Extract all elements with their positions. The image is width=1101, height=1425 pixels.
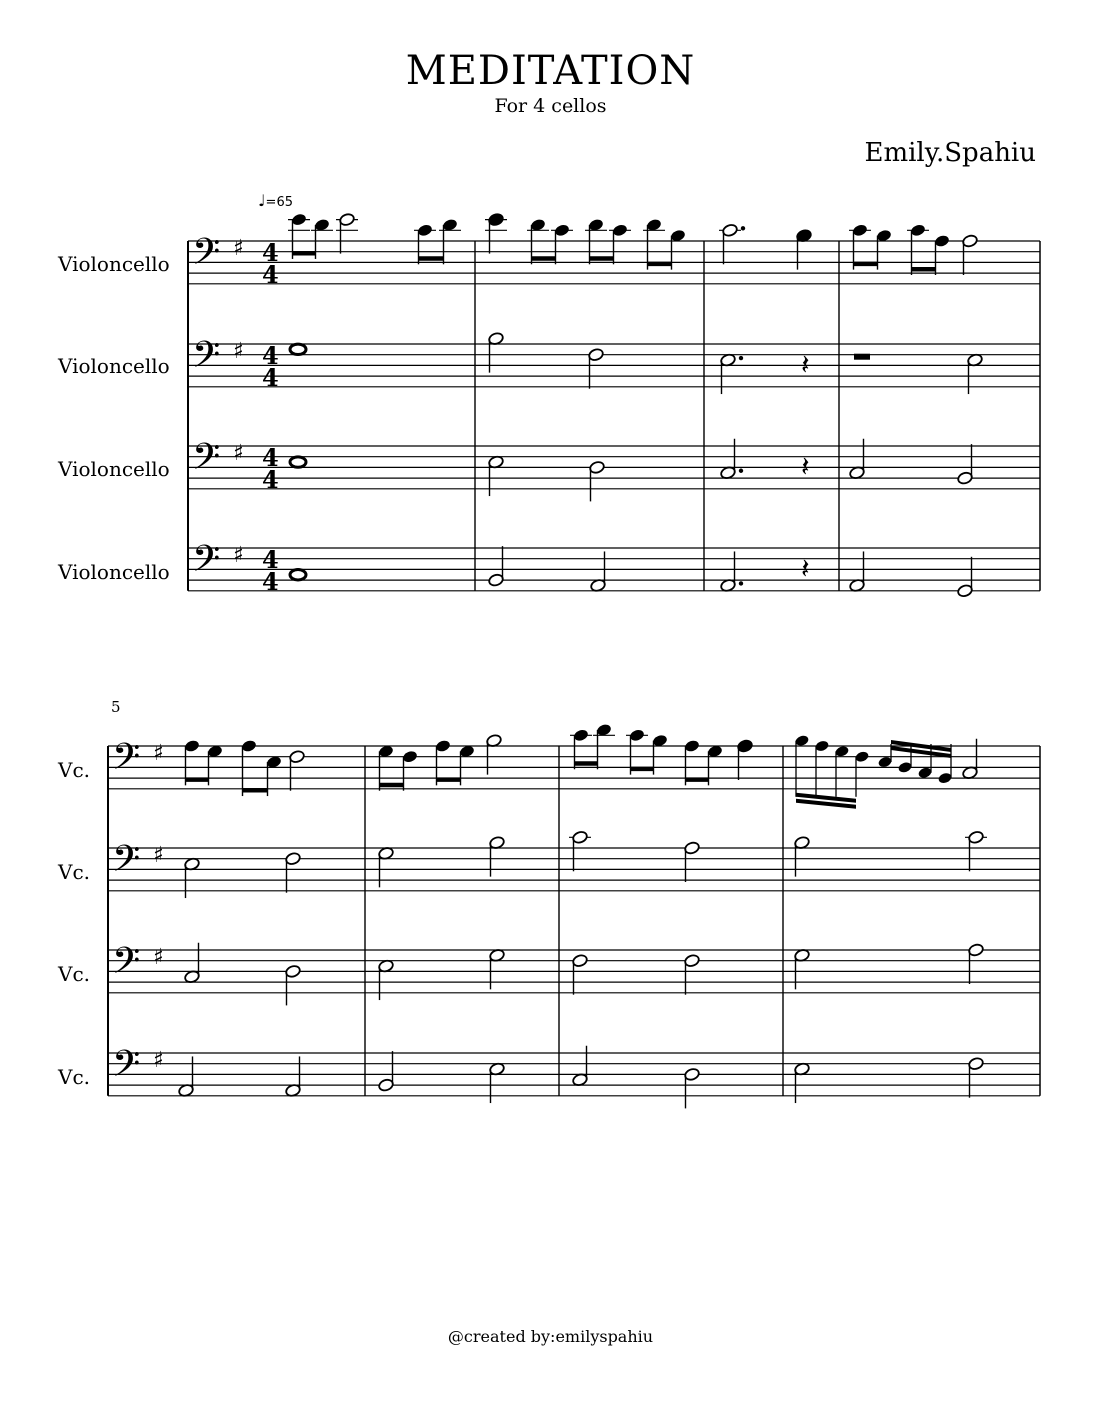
instrument-label: Vc. <box>58 1065 91 1089</box>
instrument-label: Vc. <box>58 962 91 986</box>
bass-clef-icon: 𝄢 <box>112 838 141 889</box>
note-beam <box>575 761 598 766</box>
augmentation-dot <box>741 226 745 230</box>
sharp-icon: ♯ <box>233 236 244 261</box>
half-rest <box>854 354 870 360</box>
score-subtitle: For 4 cellos <box>494 95 607 117</box>
augmentation-dot <box>739 581 743 585</box>
time-signature: 4 <box>262 260 279 289</box>
instrument-label: Violoncello <box>58 252 170 276</box>
time-signature: 4 <box>262 545 279 574</box>
note-beam <box>590 256 614 261</box>
bass-clef-icon: 𝄢 <box>112 940 141 991</box>
sharp-icon: ♯ <box>153 1048 164 1073</box>
score-title: MEDITATION <box>405 48 696 94</box>
time-signature: 4 <box>262 567 279 596</box>
note-beam <box>419 256 444 261</box>
time-signature: 4 <box>262 465 279 494</box>
augmentation-dot <box>739 356 743 360</box>
sharp-icon: ♯ <box>233 339 244 364</box>
bass-clef-icon: 𝄢 <box>192 436 221 487</box>
time-signature: 4 <box>262 341 279 370</box>
tempo-value: =65 <box>265 195 293 210</box>
sharp-icon: ♯ <box>153 741 164 766</box>
quarter-rest: 𝄽 <box>801 348 810 381</box>
note-beam <box>686 777 709 782</box>
whole-note <box>290 570 306 580</box>
note-beam <box>380 783 404 788</box>
note-beam <box>243 788 268 793</box>
bass-clef-icon: 𝄢 <box>112 1043 141 1094</box>
bass-clef-icon: 𝄢 <box>192 334 221 385</box>
whole-note <box>290 344 306 354</box>
sharp-icon: ♯ <box>153 843 164 868</box>
sharp-icon: ♯ <box>233 441 244 466</box>
composer-name: Emily.Spahiu <box>864 138 1036 168</box>
time-signature: 4 <box>262 363 279 392</box>
note-beam <box>437 777 461 782</box>
instrument-label: Violoncello <box>58 457 170 481</box>
whole-note <box>290 457 306 467</box>
augmentation-dot <box>739 469 743 473</box>
bass-clef-icon: 𝄢 <box>112 736 141 787</box>
instrument-label: Vc. <box>58 758 91 782</box>
bass-clef-icon: 𝄢 <box>192 231 221 282</box>
note-beam <box>186 777 209 782</box>
note-beam <box>912 267 936 272</box>
sharp-icon: ♯ <box>233 543 244 568</box>
instrument-label: Violoncello <box>58 560 170 584</box>
footer-credit: @created by:emilyspahiu <box>447 1327 654 1346</box>
measure-number: 5 <box>111 698 121 716</box>
quarter-rest: 𝄽 <box>801 450 810 483</box>
note-beam <box>854 262 878 267</box>
sharp-icon: ♯ <box>153 945 164 970</box>
time-signature: 4 <box>262 238 279 267</box>
note-beam <box>532 256 556 261</box>
note-beam <box>293 251 316 256</box>
note-beam <box>648 262 672 267</box>
quarter-rest: 𝄽 <box>801 552 810 585</box>
instrument-label: Violoncello <box>58 354 170 378</box>
note-beam <box>631 767 654 772</box>
bass-clef-icon: 𝄢 <box>192 538 221 589</box>
instrument-label: Vc. <box>58 860 91 884</box>
quarter-note-icon: ♩ <box>258 191 266 210</box>
time-signature: 4 <box>262 443 279 472</box>
